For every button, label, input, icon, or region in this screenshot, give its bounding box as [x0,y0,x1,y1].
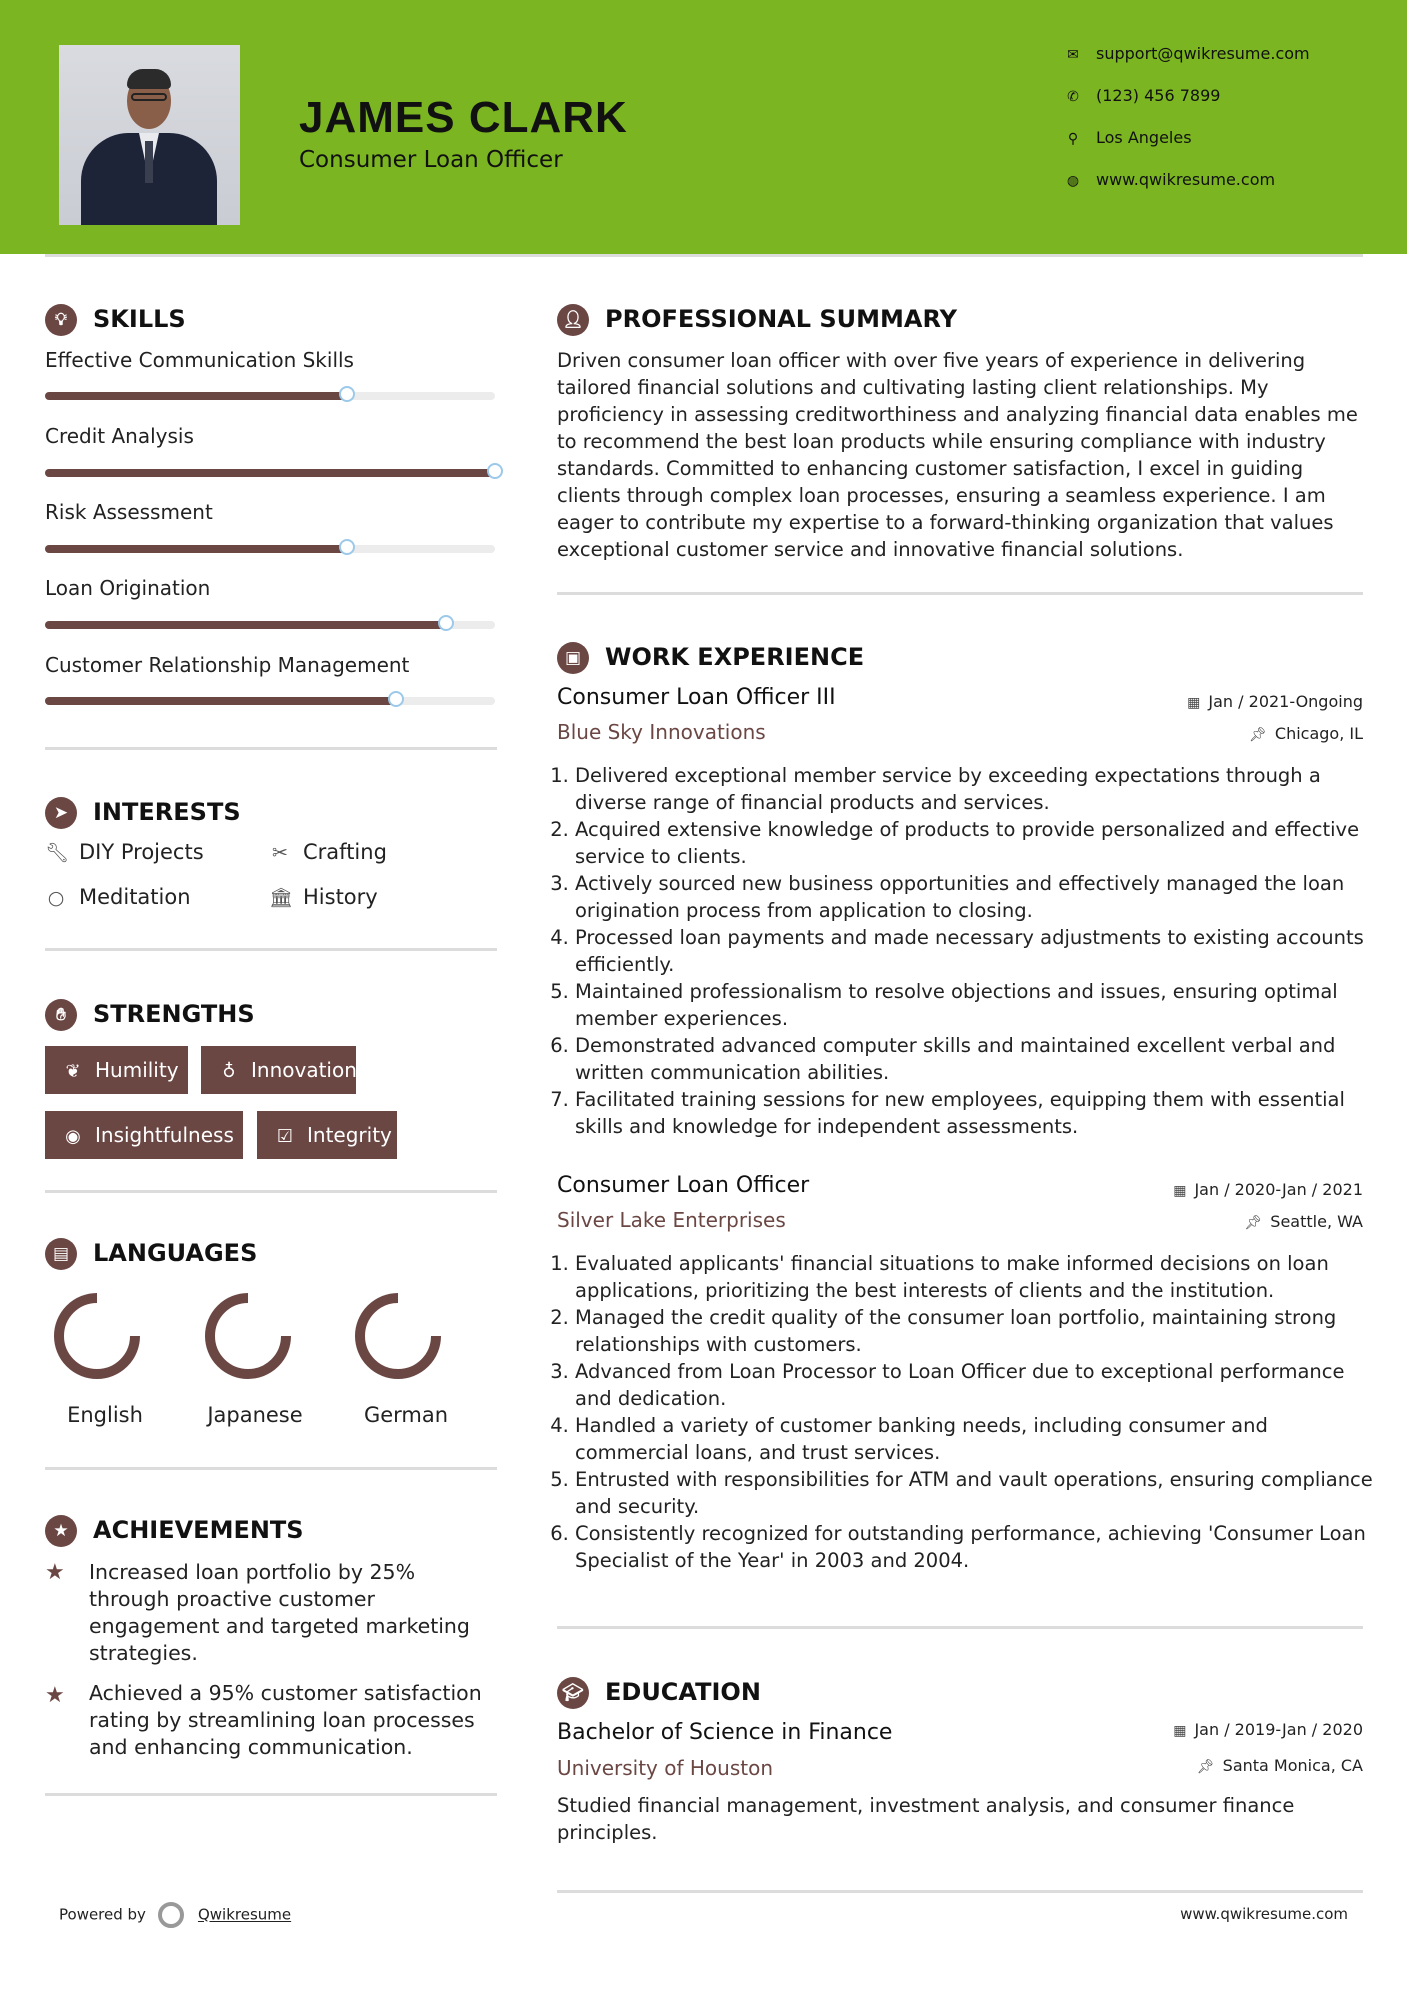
skill-bar [45,621,495,629]
envelope-icon: ✉ [1067,47,1079,63]
star-badge-icon: ★ [45,1515,77,1547]
star-icon: ★ [45,1560,65,1585]
list-item: 1. Evaluated applicants' financial situations to make informed decisions on loan applications, prioritizing the best interests of clients and the institution. [575,1250,1381,1304]
experience-title: WORK EXPERIENCE [605,643,865,671]
skill-label: Risk Assessment [45,500,213,524]
strength-tag: ◉ Insightfulness [45,1111,243,1159]
scissors-icon: ✂ [272,842,288,864]
candidate-name: JAMES CLARK [299,93,628,142]
job-title: Consumer Loan Officer III [557,685,836,710]
language-level-ring [202,1290,294,1382]
job-company: Blue Sky Innovations [557,720,766,744]
section-divider [557,1890,1363,1893]
job-company: Silver Lake Enterprises [557,1208,786,1232]
calendar-icon: ▦ [1173,1183,1187,1199]
degree-title: Bachelor of Science in Finance [557,1720,893,1745]
language-label: English [67,1403,143,1427]
achievement-item: Achieved a 95% customer satisfaction rating by streamlining loan processes and enhancing communication. [89,1681,482,1759]
summary-title: PROFESSIONAL SUMMARY [605,305,958,333]
strength-tag: ☑ Integrity [257,1111,397,1159]
footer-powered-by [59,1902,291,1928]
briefcase-icon: ▣ [557,642,589,674]
language-label: German [363,1403,449,1427]
skill-slider-handle [339,539,355,555]
calendar-icon: ▦ [1173,1723,1187,1739]
achievements-title: ACHIEVEMENTS [93,1516,304,1544]
museum-icon: 🏛︎ [269,887,294,909]
section-divider [45,1190,497,1193]
achievement-item: Increased loan portfolio by 25% through proactive customer engagement and targeted marketing strategies. [89,1560,470,1665]
summary-text: Driven consumer loan officer with over five years of experience in delivering tailored financial solutions and cultivating lasting client relationships. My proficiency in assessing creditworthiness and analyzing financial data enables me to recommend the best loan products while ensuring compliance with industry standards. Committed to enhancing customer satisfaction, I excel in guiding clients through complex loan processes, ensuring a seamless experience. I am eager to contribute my expertise to a forward-thinking organization that values exceptional customer service and innovative financial solutions. [557,349,1358,561]
list-item: 7. Facilitated training sessions for new employees, equipping them with essential skills and knowledge for independent assessments. [575,1086,1381,1140]
section-divider [45,1793,497,1796]
contact-website[interactable] [1064,169,1275,191]
qwikresume-logo-icon [158,1902,184,1928]
contact-location-text: Los Angeles [1096,128,1192,147]
pin-icon: 📌︎ [1249,727,1267,743]
education-description: Studied financial management, investment analysis, and consumer finance principles. [557,1794,1295,1844]
hand-icon: ✋︎ [45,999,77,1031]
list-item: 2. Acquired extensive knowledge of products to provide personalized and effective service to clients. [575,816,1381,870]
skill-label: Effective Communication Skills [45,348,354,372]
language-icon: ▤ [45,1238,77,1270]
list-item: 4. Processed loan payments and made necessary adjustments to existing accounts efficiently. [575,924,1381,978]
skills-heading [45,302,186,336]
checkbox-icon: ☑ [276,1126,294,1147]
skill-slider-handle [388,691,404,707]
language-level-ring [51,1290,143,1382]
list-item: 6. Demonstrated advanced computer skills and maintained excellent verbal and written communication abilities. [575,1032,1381,1086]
skill-slider-handle [487,463,503,479]
education-title: EDUCATION [605,1678,761,1706]
leaf-icon: ❦ [65,1061,81,1082]
skills-title: SKILLS [93,305,186,333]
skill-slider-handle [438,615,454,631]
skill-label: Credit Analysis [45,424,194,448]
job-duties-list [557,762,1381,1140]
strength-tag: ♁ Innovation [201,1046,356,1094]
section-divider [45,948,497,951]
contact-email-text: support@qwikresume.com [1096,44,1310,63]
interest-item: 🏛︎ History [269,885,378,909]
eye-icon: ◉ [65,1126,81,1147]
skill-label: Loan Origination [45,576,211,600]
list-item: 6. Consistently recognized for outstanding performance, achieving 'Consumer Loan Specialist of the Year' in 2003 and 2004. [575,1520,1381,1574]
section-divider [557,1626,1363,1629]
strengths-heading [45,997,255,1031]
job-dates: ▦ Jan / 2021-Ongoing [1187,692,1363,711]
strength-tag: ❦ Humility [45,1046,188,1094]
footer-website[interactable]: www.qwikresume.com [1180,1905,1348,1923]
summary-heading [557,302,957,336]
list-item: 2. Managed the credit quality of the consumer loan portfolio, maintaining strong relationships with customers. [575,1304,1381,1358]
section-divider [557,592,1363,595]
contact-location [1064,127,1192,149]
job-duties-list [557,1250,1381,1574]
strengths-title: STRENGTHS [93,1000,255,1028]
language-level-ring [352,1290,444,1382]
interest-item: 🔧︎ DIY Projects [45,840,204,864]
pin-icon: 📌︎ [1244,1215,1263,1231]
experience-heading [557,640,864,674]
interests-heading [45,795,241,829]
education-heading [557,1675,761,1709]
powered-by-text: Powered by [59,1905,146,1924]
star-icon: ★ [45,1683,65,1708]
header-divider [45,254,1363,257]
lightbulb-icon: ♁ [222,1061,236,1082]
job-dates: ▦ Jan / 2020-Jan / 2021 [1173,1180,1363,1199]
user-icon: 👤︎ [557,304,589,336]
contact-phone-text: (123) 456 7899 [1096,86,1221,105]
pin-icon: 📌︎ [1196,1759,1215,1775]
list-item: 1. Delivered exceptional member service by exceeding expectations through a diverse range of financial products and services. [575,762,1381,816]
achievements-heading [45,1513,304,1547]
list-item: 3. Actively sourced new business opportunities and effectively managed the loan origination process from application to closing. [575,870,1381,924]
skill-bar [45,697,495,705]
graduation-cap-icon: 🎓︎ [557,1677,589,1709]
list-item: 4. Handled a variety of customer banking needs, including consumer and commercial loans, and trust services. [575,1412,1381,1466]
skill-slider-handle [339,386,355,402]
languages-heading [45,1236,257,1270]
contact-website-text: www.qwikresume.com [1096,170,1276,189]
interest-item: ○ Meditation [45,885,191,909]
job-location: 📌︎ Seattle, WA [1244,1212,1363,1231]
section-divider [45,747,497,750]
education-location: 📌︎ Santa Monica, CA [1196,1756,1363,1775]
circle-icon: ○ [47,887,65,909]
list-item: 5. Maintained professionalism to resolve objections and issues, ensuring optimal member experiences. [575,978,1381,1032]
contact-email[interactable] [1064,43,1310,65]
education-dates: ▦ Jan / 2019-Jan / 2020 [1173,1720,1363,1739]
lightbulb-icon: 💡︎ [45,304,77,336]
language-label: Japanese [207,1403,303,1427]
skill-bar [45,469,495,477]
list-item: 3. Advanced from Loan Processor to Loan Officer due to exceptional performance and dedication. [575,1358,1381,1412]
globe-icon: ◍ [1066,173,1080,189]
brand-link[interactable]: Qwikresume [197,1905,292,1924]
skill-bar [45,392,495,400]
phone-icon: ✆ [1067,89,1079,105]
interest-item: ✂ Crafting [269,840,387,864]
skill-bar [45,545,495,553]
languages-title: LANGUAGES [93,1239,258,1267]
school-name: University of Houston [557,1756,774,1780]
candidate-role: Consumer Loan Officer [299,147,563,173]
calendar-icon: ▦ [1187,695,1201,711]
paper-plane-icon: ➤ [45,797,77,829]
skill-label: Customer Relationship Management [45,653,410,677]
wrench-icon: 🔧︎ [45,842,70,864]
section-divider [45,1467,497,1470]
profile-photo [59,45,240,225]
job-title: Consumer Loan Officer [557,1173,810,1198]
job-location: 📌︎ Chicago, IL [1249,724,1363,743]
map-pin-icon: ⚲ [1067,131,1079,147]
interests-title: INTERESTS [93,798,241,826]
list-item: 5. Entrusted with responsibilities for ATM and vault operations, ensuring compliance and security. [575,1466,1381,1520]
contact-phone[interactable] [1064,85,1220,107]
